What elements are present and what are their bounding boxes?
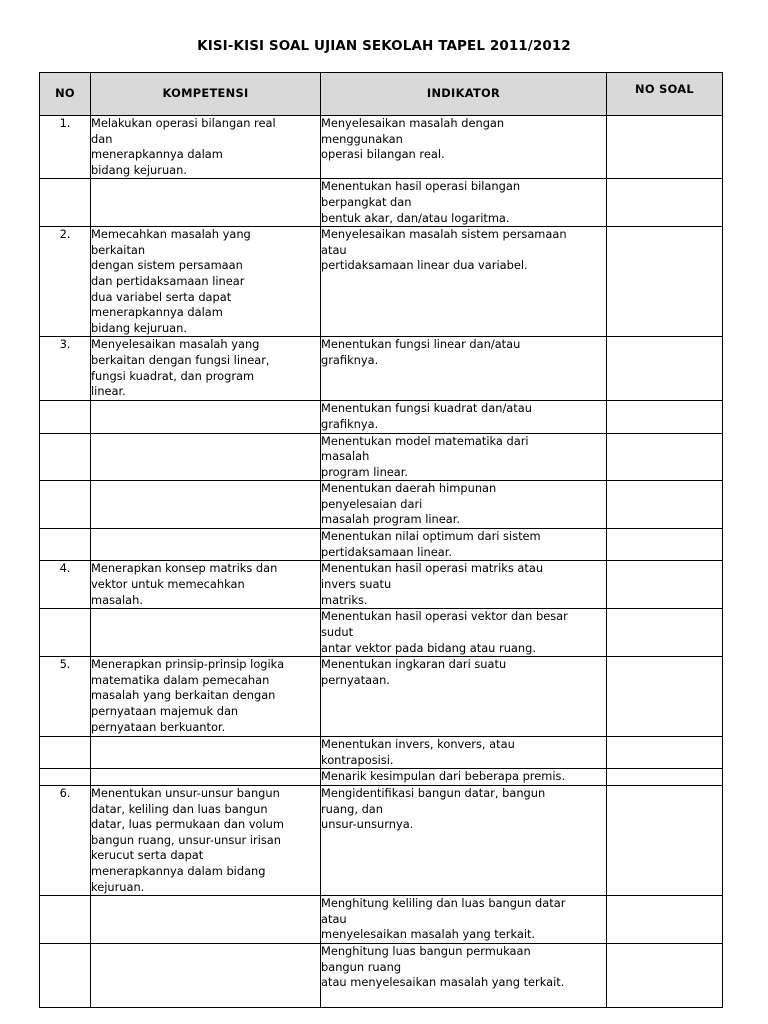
- cell-no-soal: [607, 116, 723, 179]
- kompetensi-line: kerucut serta dapat: [91, 848, 204, 863]
- kompetensi-line: menerapkannya dalam bidang: [91, 864, 266, 878]
- cell-no: 6.: [40, 786, 91, 896]
- kompetensi-line: bidang kejuruan.: [91, 320, 187, 335]
- table-row: [40, 896, 723, 944]
- indikator-line: penyelesaian dari: [321, 496, 423, 511]
- kompetensi-line: Melakukan operasi bilangan real: [91, 116, 276, 130]
- cell-kompetensi: [91, 657, 321, 737]
- indikator-line: atau menyelesaikan masalah yang terkait.: [321, 975, 565, 990]
- cell-indikator: [321, 737, 607, 769]
- cell-no: [40, 401, 91, 433]
- kompetensi-line: Menerapkan konsep matriks dan: [91, 561, 278, 576]
- indikator-line: menggunakan: [321, 131, 403, 146]
- indikator-line: masalah program linear.: [321, 512, 461, 527]
- table-row: [40, 561, 723, 609]
- indikator-line: kontraposisi.: [321, 752, 394, 767]
- cell-no: [40, 433, 91, 481]
- cell-no: 2.: [40, 227, 91, 337]
- cell-kompetensi: [91, 943, 321, 1007]
- kompetensi-line: masalah yang berkaitan dengan: [91, 688, 276, 703]
- cell-no-soal: [607, 769, 723, 786]
- header-indikator: INDIKATOR: [321, 73, 607, 116]
- kompetensi-line: dan: [91, 131, 113, 146]
- kompetensi-line: Menyelesaikan masalah yang: [91, 337, 260, 352]
- cell-kompetensi: [91, 227, 321, 337]
- cell-no-soal: [607, 737, 723, 769]
- cell-no: [40, 609, 91, 657]
- table-row: [40, 769, 723, 786]
- cell-no: [40, 179, 91, 227]
- cell-no-soal: [607, 337, 723, 401]
- indikator-line: Menyelesaikan masalah dengan: [321, 116, 505, 130]
- table-row: [40, 433, 723, 481]
- cell-kompetensi: [91, 116, 321, 179]
- cell-no-soal: [607, 433, 723, 481]
- kompetensi-line: Menentukan unsur-unsur bangun: [91, 786, 280, 801]
- indikator-line: ruang, dan: [321, 801, 384, 816]
- kompetensi-line: berkaitan: [91, 242, 146, 257]
- indikator-line: Mengidentifikasi bangun datar, bangun: [321, 786, 546, 801]
- cell-indikator: [321, 401, 607, 433]
- cell-no-soal: [607, 896, 723, 944]
- indikator-line: Menentukan hasil operasi matriks atau: [321, 561, 544, 576]
- cell-no-soal: [607, 943, 723, 1007]
- cell-kompetensi: [91, 737, 321, 769]
- kisi-kisi-table: [39, 72, 723, 1008]
- cell-indikator: [321, 657, 607, 737]
- cell-indikator: [321, 561, 607, 609]
- cell-indikator: [321, 786, 607, 896]
- kompetensi-line: fungsi kuadrat, dan program: [91, 368, 255, 383]
- indikator-line: matriks.: [321, 592, 368, 607]
- cell-no-soal: [607, 786, 723, 896]
- indikator-line: Menentukan daerah himpunan: [321, 481, 497, 496]
- table-row: [40, 609, 723, 657]
- cell-no-soal: [607, 401, 723, 433]
- cell-indikator: [321, 896, 607, 944]
- kompetensi-line: kejuruan.: [91, 879, 145, 894]
- kompetensi-line: dan pertidaksamaan linear: [91, 273, 245, 288]
- cell-indikator: [321, 529, 607, 561]
- kompetensi-line: menerapkannya dalam: [91, 147, 223, 162]
- table-row: [40, 227, 723, 337]
- indikator-line: masalah: [321, 449, 370, 464]
- kompetensi-line: berkaitan dengan fungsi linear,: [91, 352, 270, 367]
- cell-no-soal: [607, 179, 723, 227]
- kompetensi-line: datar, luas permukaan dan volum: [91, 817, 284, 832]
- cell-no-soal: [607, 609, 723, 657]
- indikator-line: Menghitung keliling dan luas bangun datar: [321, 896, 566, 911]
- cell-indikator: [321, 227, 607, 337]
- cell-no: 3.: [40, 337, 91, 401]
- cell-indikator: [321, 116, 607, 179]
- table-row: [40, 401, 723, 433]
- kompetensi-line: masalah.: [91, 592, 143, 607]
- cell-indikator: [321, 433, 607, 481]
- kompetensi-line: pernyataan berkuantor.: [91, 719, 226, 734]
- cell-indikator: [321, 609, 607, 657]
- indikator-line: program linear.: [321, 464, 409, 479]
- indikator-line: Menarik kesimpulan dari beberapa premis.: [321, 769, 566, 784]
- indikator-line: Menentukan hasil operasi bilangan: [321, 179, 521, 194]
- cell-no-soal: [607, 227, 723, 337]
- table-row: [40, 337, 723, 401]
- cell-no: [40, 896, 91, 944]
- kompetensi-line: Menerapkan prinsip-prinsip logika: [91, 657, 285, 672]
- kompetensi-line: vektor untuk memecahkan: [91, 577, 245, 592]
- cell-no: [40, 481, 91, 529]
- cell-kompetensi: [91, 786, 321, 896]
- kompetensi-line: Memecahkan masalah yang: [91, 227, 251, 242]
- table-header-row: [40, 73, 723, 116]
- cell-no-soal: [607, 657, 723, 737]
- cell-indikator: [321, 179, 607, 227]
- indikator-line: pernyataan.: [321, 672, 390, 687]
- cell-kompetensi: [91, 529, 321, 561]
- indikator-line: Menghitung luas bangun permukaan: [321, 943, 531, 958]
- table-row: [40, 179, 723, 227]
- indikator-line: Menentukan hasil operasi vektor dan besar: [321, 609, 568, 624]
- kompetensi-line: menerapkannya dalam: [91, 305, 223, 320]
- table-row: [40, 657, 723, 737]
- cell-kompetensi: [91, 896, 321, 944]
- indikator-line: menyelesaikan masalah yang terkait.: [321, 927, 536, 942]
- cell-no: [40, 529, 91, 561]
- table-row: [40, 943, 723, 1007]
- cell-no-soal: [607, 529, 723, 561]
- cell-no: [40, 737, 91, 769]
- kompetensi-line: datar, keliling dan luas bangun: [91, 801, 268, 816]
- cell-indikator: [321, 769, 607, 786]
- cell-kompetensi: [91, 561, 321, 609]
- kompetensi-line: linear.: [91, 384, 126, 399]
- cell-no: 5.: [40, 657, 91, 737]
- table-row: [40, 786, 723, 896]
- table-row: [40, 529, 723, 561]
- kompetensi-line: bidang kejuruan.: [91, 162, 187, 177]
- cell-kompetensi: [91, 337, 321, 401]
- indikator-line: Menentukan model matematika dari: [321, 433, 529, 448]
- indikator-line: Menentukan fungsi kuadrat dan/atau: [321, 401, 532, 416]
- indikator-line: Menentukan ingkaran dari suatu: [321, 657, 507, 672]
- cell-no: [40, 769, 91, 786]
- indikator-line: bentuk akar, dan/atau logaritma.: [321, 210, 510, 225]
- cell-kompetensi: [91, 433, 321, 481]
- indikator-line: atau: [321, 242, 347, 257]
- table-row: [40, 737, 723, 769]
- header-no: NO: [40, 73, 91, 116]
- indikator-line: invers suatu: [321, 577, 392, 592]
- cell-kompetensi: [91, 179, 321, 227]
- indikator-line: grafiknya.: [321, 416, 379, 431]
- indikator-line: Menentukan fungsi linear dan/atau: [321, 337, 521, 352]
- indikator-line: atau: [321, 911, 347, 926]
- indikator-line: berpangkat dan: [321, 194, 412, 209]
- cell-no-soal: [607, 561, 723, 609]
- indikator-line: grafiknya.: [321, 352, 379, 367]
- table-row: [40, 116, 723, 179]
- kompetensi-line: bangun ruang, unsur-unsur irisan: [91, 832, 281, 847]
- cell-kompetensi: [91, 481, 321, 529]
- indikator-line: Menentukan nilai optimum dari sistem: [321, 529, 541, 544]
- header-kompetensi: KOMPETENSI: [91, 73, 321, 116]
- indikator-line: pertidaksamaan linear.: [321, 544, 452, 559]
- kompetensi-line: dua variabel serta dapat: [91, 289, 232, 304]
- cell-no: 4.: [40, 561, 91, 609]
- table-row: [40, 481, 723, 529]
- indikator-line: Menentukan invers, konvers, atau: [321, 737, 515, 752]
- document-title: KISI-KISI SOAL UJIAN SEKOLAH TAPEL 2011/2012: [197, 38, 571, 54]
- indikator-line: unsur-unsurnya.: [321, 817, 414, 832]
- indikator-line: bangun ruang: [321, 959, 402, 974]
- cell-indikator: [321, 481, 607, 529]
- indikator-line: Menyelesaikan masalah sistem persamaan: [321, 227, 567, 242]
- indikator-line: sudut: [321, 625, 354, 640]
- cell-indikator: [321, 943, 607, 1007]
- kompetensi-line: matematika dalam pemecahan: [91, 672, 270, 687]
- cell-kompetensi: [91, 769, 321, 786]
- kompetensi-line: dengan sistem persamaan: [91, 258, 243, 273]
- header-no-soal: NO SOAL: [607, 73, 723, 116]
- indikator-line: operasi bilangan real.: [321, 147, 445, 162]
- kompetensi-line: pernyataan majemuk dan: [91, 704, 239, 719]
- cell-no-soal: [607, 481, 723, 529]
- indikator-line: antar vektor pada bidang atau ruang.: [321, 640, 536, 655]
- table-body: [40, 116, 723, 1008]
- cell-no: [40, 943, 91, 1007]
- cell-indikator: [321, 337, 607, 401]
- indikator-line: pertidaksamaan linear dua variabel.: [321, 258, 528, 273]
- cell-no: 1.: [40, 116, 91, 179]
- cell-kompetensi: [91, 401, 321, 433]
- cell-kompetensi: [91, 609, 321, 657]
